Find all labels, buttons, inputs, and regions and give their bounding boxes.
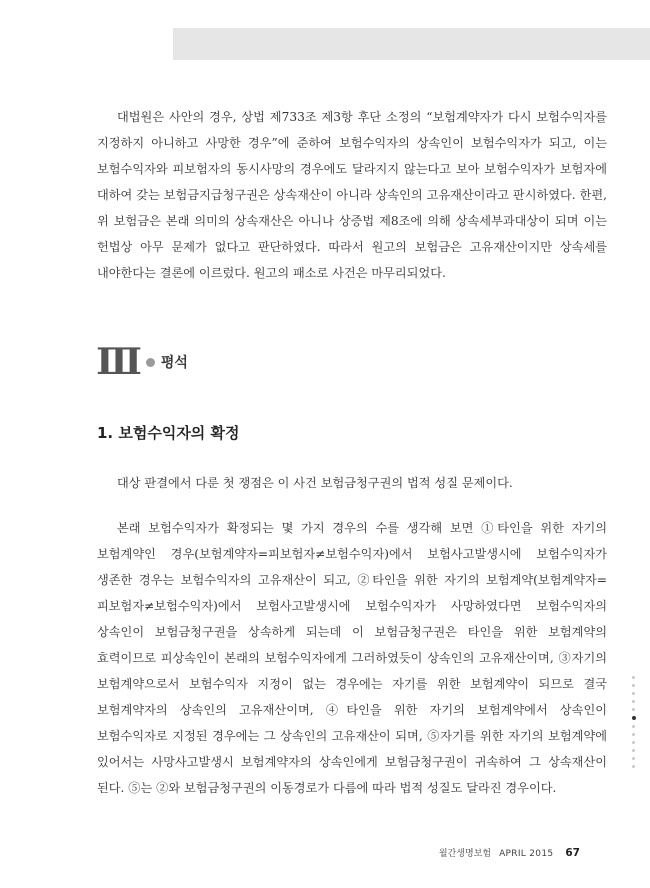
side-dot: [632, 684, 635, 687]
page-footer: [439, 846, 580, 859]
side-dot: [632, 757, 635, 760]
subsection-title: 1. 보험수익자의 확정: [97, 424, 240, 442]
header-bar: [173, 28, 650, 60]
side-dot: [632, 708, 635, 711]
side-dot: [632, 733, 635, 736]
paragraph-beneficiary-cases: 본래 보험수익자가 확정되는 몇 가지 경우의 수를 생각해 보면 ①타인을 위한 자기의 보험계약인 경우(보험계약자=피보험자≠보험수익자)에서 보험사고발생시에 보험수익자가 생존한 경우는 보험수익자의 고유재산이 되고, ②타인을 위한 자기의 보험계약(보험계약자=피보험자≠보험수익자)에서 보험사고발생시에 보험수익자가 사망하였다면 보험수익자의 상속인이 보험금청구권을 상속하게 되는데 이 보험금청구권은 타인을 위한 보험계약의 효력이므로 피상속인이 본래의 보험수익자에게 그러하였듯이 상속인의 고유재산이며, ③자기의 보험계약으로서 보험수익자 지정이 없는 경우에는 자기를 위한 보험계약이 되므로 결국 보험계약자의 상속인의 고유재산이며, ④타인을 위한 자기의 보험계약에서 상속인이 보험수익자로 지정된 경우에는 그 상속인의 고유재산이 되며, ⑤자기를 위한 자기의 보험계약에 있어서는 사망사고발생시 보험계약자의 상속인에게 보험금청구권이 귀속하여 그 상속재산이 된다. ⑤는 ②와 보험금청구권의 이동경로가 다름에 따라 법적 성질도 달라진 경우이다.: [97, 521, 607, 795]
side-dot: [632, 725, 635, 728]
side-dot-active: [632, 716, 636, 720]
paragraph-first-issue: 대상 판결에서 다룬 첫 쟁점은 이 사건 보험금청구권의 법적 성질 문제이다.: [117, 476, 513, 490]
side-dot: [632, 765, 635, 768]
section-title: 평석: [160, 355, 188, 371]
paragraph-court-ruling: 대법원은 사안의 경우, 상법 제733조 제3항 후단 소정의 “보험계약자가 다시 보험수익자를 지정하지 아니하고 사망한 경우”에 준하여 보험수익자의 상속인이 보험수익자가 되고, 이는 보험수익자와 피보험자의 동시사망의 경우에도 달라지지 않는다고 보아 보험수익자가 보험자에 대하여 갖는 보험금지급청구권은 상속재산이 아니라 상속인의 고유재산이라고 판시하였다. 한편, 위 보험금은 본래 의미의 상속재산은 아니나 상증법 제8조에 의해 상속세부과대상이 되며 이는 헌법상 아무 문제가 없다고 판단하였다. 따라서 원고의 보험금은 고유재산이지만 상속세를 내야한다는 결론에 이르렀다. 원고의 패소로 사건은 마무리되었다.: [97, 110, 607, 280]
footer-magazine-name: 월간생명보험: [438, 849, 492, 859]
section-heading: [97, 343, 188, 381]
side-dot: [632, 676, 635, 679]
bullet-dot-icon: [146, 358, 155, 367]
side-dot: [632, 749, 635, 752]
side-dot: [632, 741, 635, 744]
side-dot: [632, 700, 635, 703]
section-numeral: Ⅲ: [95, 341, 140, 383]
footer-page-number: 67: [565, 847, 580, 859]
side-page-indicator: [632, 676, 636, 768]
side-dot: [632, 692, 635, 695]
footer-issue-date: APRIL 2015: [499, 849, 554, 859]
